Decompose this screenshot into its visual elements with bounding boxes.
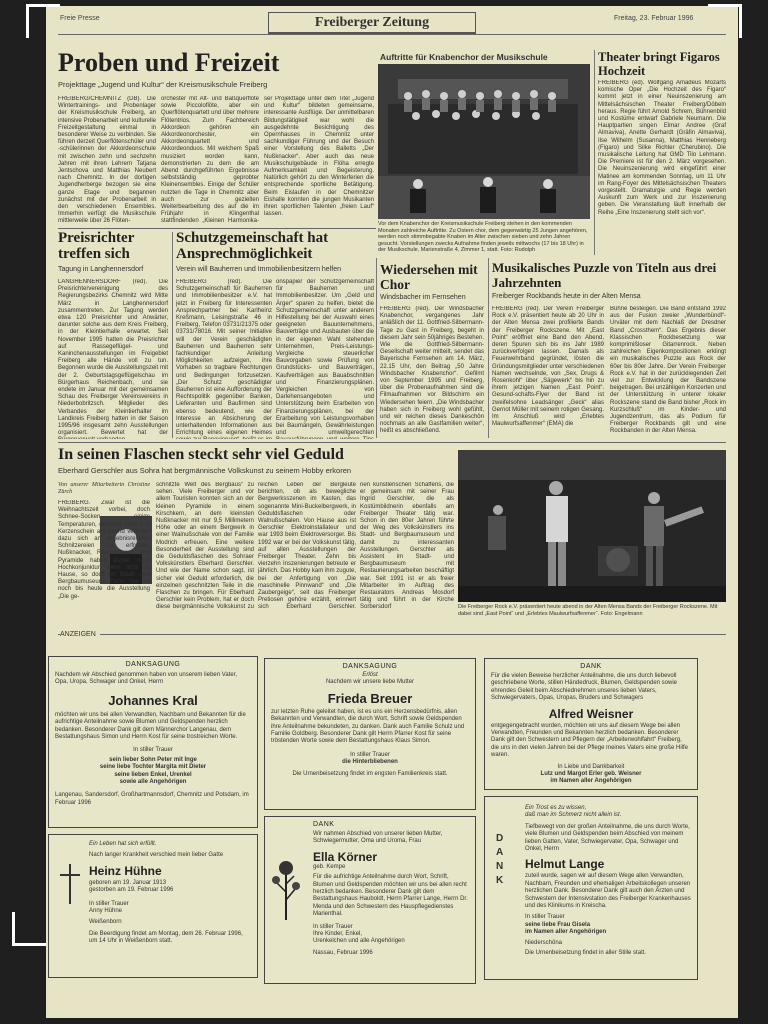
header-left: Freie Presse bbox=[60, 15, 100, 22]
cross-icon-bar bbox=[60, 874, 80, 876]
ad-huehne bbox=[48, 834, 258, 978]
ad-kral-trauer: In stiller Trauer bbox=[133, 747, 173, 754]
ad-kral-name: Johannes Kral bbox=[108, 692, 198, 708]
ad-huehne-note: Die Beerdigung findet am Montag, dem 26. Februar 1996, um 14 Uhr in Weißenborn statt. bbox=[89, 930, 243, 945]
ad-huehne-intro: Nach langer Krankheit verschied mein lieber Gatte bbox=[89, 852, 224, 859]
wiedersehen-text: FREIBERG (red). Der Windsbacher Knabenchor, vergangenes Jahr anläßlich der 11. Gottfried-Silbermann-Tage zu Gast in Freiberg, begeht in diesem Jahr sein 50jähriges Bestehen. Wie die Gottfried-Silbermann-Gesellschaft weiter mitteilt, sendet das Bayerische Fernsehen am 14. März, 22.15 Uhr, den Beitrag „50 Jahre Windsbacher Knabenchor“. Gefilmt von September 1995 und Freiberg, über die Probenaufnahmen sind die Filmaufnahmen vor Bildschirm ein Wiedersehen feiern. „Die Windsbacher haben sich in Freiberg wohl gefühlt, und wir reichen dieses Dankeschön nochmals an alle Gastfamilien weiter“, heißt es abschließend. bbox=[380, 306, 484, 435]
rule bbox=[58, 228, 376, 229]
header-rule bbox=[58, 34, 726, 35]
main-col-2: orchester mit Alt- und Baßquerflöte sowie Piccoloflöte, aber ein Querflötenquartett und über mehrere Flötentrios. Zum Fachbereich Akkordeon gehören ein Akkordeonorchester, ein Akkordeonquartett und Akkordeonduos. Mit welchem Spaß musiziert worden kann, demonstrierten zu dem die am Abend durchgeführten Ergebnisse selbstständig geprobter Kleinensembles. Einige der Schüler nutzten die Tage in Chemnitz aber auch zur gezielten Weiterbearbeitung des auf die im Frühjahr in Klingenthal stattfindenden „Kleinen Harmonika- bbox=[161, 96, 259, 225]
ad-koerner-intro: Wir nahmen Abschied von unserer lieben Mutter, Schwiegermutter, Oma und Uroma, Frau bbox=[313, 831, 443, 845]
ad-kral bbox=[48, 656, 258, 828]
main-col-1: FREIBERG/CHEMNITZ (DB). Die Wintertrainings- und Probenlager der Kreismusikschule Freiberg, an intensive Probenarbeit und kulturelle Freizeitgestaltung einmal in besonderer Weise zu verbinden. Sie führen derzeit Querflötenschüler und -schülerinnen der Akkordeonschule mit zwischen zehn und sechzehn Jahren mit ihren Lehrern Tatjana Jentschova und Matthias Neubert nach Chemnitz. In der dortigen Jugendherberge bezogen sie eine ganze Etage und begannen zunächst mit der Probenarbeit in den verschiedenen Ensembles. Immerhin verfügt die Musikschule mittlerweile über 26 Flöten- bbox=[58, 96, 156, 225]
flaschen-col-4: nen künstlerischen Schaffens, die er gemeinsam mit seiner Frau Ingrid Gerschler, die als Kostümbildnerin ebenfalls am Freiberger Theater tätig war. Schon in den 80er Jahren führte der Weg des Volkskünstlers ins Stadt- und Bergbaumuseum und damit zu interessanten Ausstellungen. Gerschler als Assistent im Stadt- und Bergbaumuseum mit Restaurierungsarbeiten beschäftigt war. Seit 1991 ist er als freier Mitarbeiter im Auftrag des Restaurators Andreas Mosdorf tätig und führt in der Kirche Sorbersdorf bbox=[360, 482, 454, 611]
ad-kral-text: möchten wir uns bei allen Verwandten, Nachbarn und Bekannten für die aufrichtige Anteilnahme sowie Blumen und Geldspenden herzlich bedanken. Besonderer Dank gilt dem Männerchor Langenau, dem Bestattungshaus Simon und Herrn Kost für seine trostreichen Worte. bbox=[55, 711, 246, 741]
ad-weisner-text: entgegengebracht wurden, möchten wir uns auf diesem Wege bei allen Verwandten, Freunden und Bekannten herzlich bedanken. Besonderer Dank gilt den Schwestern und Pflegern der „Arbeiterwohlfahrt“ Freiberg, die uns in den vielen Jahren bei der Pflege meines Vaters eine große Hilfe waren. bbox=[491, 722, 689, 759]
wiedersehen-subhead: Windsbacher im Fernsehen bbox=[380, 294, 466, 301]
ad-breuer-intro: Nachdem wir unsere liebe Mutter bbox=[325, 679, 415, 686]
ad-lange-trauer: In stiller Trauer bbox=[525, 914, 565, 921]
rule bbox=[376, 258, 377, 438]
rockband-photo bbox=[458, 450, 726, 602]
flaschen-headline: In seinen Flaschen steckt sehr viel Geduld bbox=[58, 446, 344, 463]
ad-weisner-family: Lutz und Margot Erler geb. Weisner im Namen aller Angehörigen bbox=[540, 771, 642, 785]
flower-icon bbox=[270, 856, 302, 922]
schutz-col-1: FREIBERG (red). Die Schutzgemeinschaft für Bauherren und Immobilienbesitzer e.V. hat jetzt in Freiberg für Interessenten Ansprechpartner bei Karlheinz Kreßmann, Leisingstraße 46 in Freiberg, Telefon 03731/21375 oder 03731/78016. Mit seiner Initiative will der Verein geschädigten Bauherren und Bauherren sehr fachkundiger Anleitung Möglichkeiten aufzeigen, ihre Vorhaben so tragbare Rechtungen und Bedingungen fortzusetzen. „Der Schutz geschädigter Bauherren ist eine Aufforderung der Rechtspolitik gegenüber Banken, Lieferanten und Baufirmen sind ebenso bedeutend, wie der Interesse an Absicherung der unterhaltenden Informationen aus Errichtung eines eigenen Heimes bbox=[176, 279, 272, 437]
ad-huehne-dates: geboren am 19. Januar 1913 gestorben am 19. Februar 1996 bbox=[89, 879, 174, 894]
ad-lange bbox=[484, 796, 698, 980]
flaschen-col-2: schnitzte Welt des Bergbaus“ zu sehen. Viele Freiberger und vor allem Touristen konnten sich an der kleinen Pyramide in einem Kirschkern, an dem kleinsten Nußknacker mit nur 9,5 Millimetern Höhe oder an einem Bergwerk in einer Walnußschale von der Familie Modrich erfreuen. Eine weitere Besonderheit der Ausstellung sind die Geduldsflaschen des Sohraer Volkskünstlers Eberhard Gerschler. Und wie der Name schon sagt, ist sicher viel Geduld erforderlich, die einzelnen geschnitzten Teile in die Flaschen zu bringen. Für Eberhard Gerschler kein Problem, hat er doch diese bergmännische Volkskunst zu bbox=[156, 482, 254, 611]
ad-kral-intro: Nachdem wir Abschied genommen haben von unserem lieben Vater, Opa, Uropa, Schwager und Onkel, Herrn bbox=[55, 672, 237, 686]
ad-breuer bbox=[264, 658, 476, 810]
ad-kral-family: sein lieber Sohn Peter mit Inge seine liebe Tochter Margita mit Dieter seine lieben Enkel, Urenkel sowie alle Angehörigen bbox=[99, 756, 207, 786]
rule bbox=[172, 232, 173, 438]
puzzle-col-1: FREIBERG (red). Der Verein Freiberger Rock e.V. präsentiert heute ab 20 Uhr in der Alten Mensa zwei profilierte Bands der Freiberger Rockszene. Mit „East Point“ eröffnet eine Band den Abend, deren Spuren sich bis ins Jahr 1989 zurückverfolgen lassen. Damals als Feuerwehrband gegründet, lösten die Gründungsmitglieder unter verschiedenen Namen wechselnde, von „Sex, Drugs & Rosenkohl“ über „Sägewerk“ bis hin zu ihrem jetzigen Namen „East Point“. Gesund-schafts-Flyer der Band ist zweifelsohne Leadsänger „Geck“ alias Gernot Müller mit seinem rotigen Gesang. Im Anschluß wird „Erlebtes Maulwurfsaffenmer“ (EMA) die bbox=[492, 306, 604, 428]
crop-corner-top-right bbox=[708, 4, 742, 38]
preisrichter-subhead: Tagung in Langhennersdorf bbox=[58, 266, 144, 273]
ad-lange-small: Ein Trost es zu wissen, daß man im Schmerz nicht allein ist. bbox=[525, 805, 622, 819]
ad-breuer-note: Die Urnenbeisetzung findet im engsten Familienkreis statt. bbox=[292, 770, 448, 777]
puzzle-subhead: Freiberger Rockbands heute in der Alten Mensa bbox=[492, 293, 641, 300]
flaschen-byline: Von unserer Mitarbeiterin Christine Zürch bbox=[58, 482, 150, 496]
ad-lange-text: zuteil wurde, sagen wir auf diesem Wege allen Verwandten, Nachbarn, Freunden und ehemaligen Arbeitskollegen unseren herzlichen Dank. Besonderer Dank gilt auch den Ärzten und Schwestern der Intensivstation des Freiberger Krankenhauses und des Klinikums in Kreischa. bbox=[525, 873, 691, 910]
ad-koerner-family: Ihre Kinder, Enkel, Urenkelchen und alle Angehörigen bbox=[313, 931, 405, 945]
ad-lange-intro: Tiefbewegt von der großen Anteilnahme, die uns durch Worte, viele Blumen und Geldspenden beim Abschied von meinem lieben Gatten, Vater, Schwiegervater, Opa, Schwager und Onkel, Herrn bbox=[525, 823, 690, 853]
ad-breuer-trauer: In stiller Trauer bbox=[350, 751, 390, 758]
ad-koerner-name: Ella Körner bbox=[313, 849, 378, 864]
ad-lange-note: Die Urnenbeisetzung findet in aller Stille statt. bbox=[525, 950, 647, 957]
ad-kral-label: DANKSAGUNG bbox=[125, 661, 181, 668]
main-col-3: ser Projekttage unter dem Titel „Jugend und Kultur“ bildeten gemeinsame, interessante Ausflüge. Der unmittelbaren Bildungstätigkeit war wohl die ausgedehnte Besichtigung des Opernhauses in Chemnitz unter sachkundiger Führung und der Besuch einer Vorstellung des Balletts „Der Nußknacker“. Aber auch das neue Musikschulgebäude in Flöha erregte Aufmerksamkeit und Begeisterung. Natürlich gehört zu den Winterferien die entsprechende sportliche Betätigung. Beim Eislaufen in der Chemnitzer Eishalle konnten die jungen Musikanten ihren sportlichen Talenten „freien Lauf“ lassen. bbox=[264, 96, 374, 218]
main-subhead: Projekttage „Jugend und Kultur“ der Kreismusikschule Freiberg bbox=[58, 80, 268, 89]
flaschen-col-1: FREIBERG. Zwar ist die Weihnachtszeit vorbei, doch Schnee-Socken, einige Temperaturen, geheizte Öfen und Kerzenschein am Abend verleiten dazu sich an ergebnisreichen Schnitzereien zu erfreuen. Nußknacker, Räuchermann und Pyramide haben immer noch Hochkonjunktur, wenn nicht zu Hause, so doch im Stadt- und Bergbaumuseum. Denn hier ist noch bis heute die Ausstellung „Die ge- bbox=[58, 500, 150, 600]
rule bbox=[58, 634, 726, 635]
ad-lange-vertical: D A N K bbox=[496, 833, 504, 886]
ad-huehne-trauer: In stiller Trauer bbox=[89, 900, 129, 907]
ad-koerner-text: Für die aufrichtige Anteilnahme durch Wort, Schrift, Blumen und Geldspenden möchten wir uns bei allen recht herzlich bedanken. Besonderer Dank gilt dem Bestattungshaus Hauboldt, Herrn Pfarrer Lange, Herrn Dr. Menda und den Schwestern des Hauspflegedienstes Marienthal. bbox=[313, 874, 468, 918]
schutz-col-2: onspapier der Schutzgemeinschaft für Bauherren und Immobilienbesitzer. Um „Geld und Ärger“ sparen zu helfen, bietet die Schutzgemeinschaft unter anderem Hilfestellung bei der Auswahl eines geeigneten Bauunternehmens, Bauverträge und Ausbauten über die in der eigenen Wahl stehenden Unternehmen, Preis-Leistungs-Vergleiche steuerlicher Bauvorgaben sowie Prüfung von Grundstücks- und Bauverträgen, Kaufverträgen aus Bauabschnitten und Finanzierungsplänen. Vergleichen von Darlehensangeboten und Unterstützung beim Erarbeiten von Finanzierungsplänen, bei der Erarbeitung von Leistungsvorhaben bei Baumängeln, Gewährleistungen und umweltgerechten bbox=[276, 279, 374, 437]
ad-breuer-name: Frieda Breuer bbox=[327, 690, 413, 706]
flaschen-col-3: reichen Leben der Bergleute berichten, ob als bewegliche Bergwerksszenen im Kasten, das sogenannte Mini-Buckelbergwerk, in Geduldsflaschen oder Walnußschalen. Von Hause aus ist Gerschler Elektroinstallateur und war 1993 beim Elektroversorger. Bis 1992 war er bei der Volkskunst tätig, auf allen Ausstellungen der Freiberger Theater. Zehn bis vierzehn Inszenierungen betreute er jährlich. Das Hobby kam ihm zugute, bei der Anfertigung von „Die maschinelle Pinnwand“ und „Die Zaubergeige“, seit das Freiberger Pretiosen gehöre erzählt, erinnert sich Eberhard Gerschler. bbox=[258, 482, 356, 611]
ad-koerner-label: DANK bbox=[313, 821, 335, 828]
ad-lange-place: Niederschöna bbox=[525, 939, 563, 946]
puzzle-headline: Musikalisches Puzzle von Titeln aus drei Jahrzehnten bbox=[492, 260, 717, 290]
ad-weisner-name: Alfred Weisner bbox=[548, 706, 634, 721]
ad-koerner-geb: geb. Kempe bbox=[313, 863, 346, 870]
ad-huehne-family: Anny Hühne bbox=[89, 908, 123, 915]
ad-breuer-text: zur letzten Ruhe geleitet haben, ist es uns ein Herzensbedürfnis, allen Bekannten und Verwandten, die durch Wort, Schrift sowie Geldspenden ihre Anteilnahme bekundeten, zu danken. Dank auch Familie Schulz und Familie Goldberg. Besonderer Dank gilt Herrn Pfarrer Kost für seine tröstenden Worte sowie dem Bestattungshaus Klaus Simon. bbox=[271, 708, 465, 745]
ad-huehne-place: Weißenborn bbox=[89, 919, 122, 926]
ad-weisner-intro: Für die vielen Beweise herzlicher Anteilnahme, die uns durch liebevoll geschriebene Worte, stillen Händedruck, Blumen, Geldspenden sowie ehrendes Geleit beim Abschiednehmen unseres lieben Vaters, Schwiegervaters, Opas, Uropas, Bruders und Schwagers bbox=[491, 673, 677, 702]
ad-weisner-label: DANK bbox=[580, 663, 602, 670]
rule bbox=[58, 442, 726, 443]
ad-breuer-label: DANKSAGUNG bbox=[342, 663, 398, 670]
rule bbox=[594, 50, 595, 255]
main-headline: Proben und Freizeit bbox=[58, 48, 280, 77]
photo-band-caption: Die Freiberger Rock e.V. präsentiert heute abend in der Alten Mensa Bands der Freiberger Rockszene. Mit dabei sind „East Point“ und „Erlebtes Maulwurfsaffenmer“. Foto: Engelmann bbox=[458, 604, 718, 617]
schutz-subhead: Verein will Bauherren und Immobilienbesitzern helfen bbox=[176, 266, 341, 273]
cross-icon bbox=[69, 864, 71, 904]
ad-breuer-small: Erlöst bbox=[362, 672, 378, 678]
theater-headline: Theater bringt Figaros Hochzeit bbox=[598, 50, 720, 78]
flaschen-subhead: Eberhard Gerschler aus Sohra hat bergmännische Volkskunst zu seinem Hobby erkoren bbox=[58, 466, 352, 475]
ad-koerner-trauer: In stiller Trauer bbox=[313, 923, 353, 930]
ad-huehne-name: Heinz Hühne bbox=[89, 863, 162, 878]
photo-top-title: Auftritte für Knabenchor der Musikschule bbox=[380, 52, 548, 62]
masthead: Freiberger Zeitung bbox=[268, 12, 476, 34]
wiedersehen-headline: Wiedersehen mit Chor bbox=[380, 262, 478, 292]
ad-weisner bbox=[484, 658, 698, 790]
header-date: Freitag, 23. Februar 1996 bbox=[614, 15, 694, 22]
ad-lange-name: Helmut Lange bbox=[525, 857, 605, 872]
ad-lange-family: seine liebe Frau Gisela im Namen aller Angehörigen bbox=[525, 921, 607, 936]
rule bbox=[488, 258, 489, 438]
crop-corner-bottom-left bbox=[12, 912, 46, 946]
anzeigen-label: ANZEIGEN bbox=[60, 631, 100, 638]
ad-kral-place: Langenau, Sandersdorf, Großhartmannsdorf, Chemnitz und Potsdam, im Februar 1996 bbox=[55, 792, 249, 806]
schutz-headline: Schutzgemeinschaft hat Ansprechmöglichkeit bbox=[176, 230, 329, 262]
ad-huehne-small: Ein Leben hat sich erfüllt. bbox=[89, 841, 157, 847]
ad-koerner-place: Nassau, Februar 1996 bbox=[313, 949, 373, 956]
theater-text: FREIBERG (ed). Wolfgang Amadeus Mozarts komische Oper „Die Hochzeit des Figaro“ kommt jetzt in einer Neuinszenierung am Mittelsächsischen Theater Freiberg/Döbeln heraus. Regie führt Arnold Schrem, Bühnenbild und Kostüme entwarf Gabriele Neumann. Die Hauptpartien singen Elmar Andree (Graf Almaviva), Anette Gerhardt (Gräfin Almaviva), Ilse Wilhelm (Susanna), Matthias Henneberg (Figaro) und Silke Richter (Cherubino). Die musikalische Leitung hat GMD Tilo Lehmann. Die Premiere ist für den 2. März vorgesehen. Die Neuinszenierung wird eingeführt einer Matinee am kommenden Sonntag, um 11 Uhr im Rang-Foyer des Mittelsächsischen Theaters vorgestellt. Dramaturgie und Regie werden Auskunft zum Werk und zur Inszenierung geben. Die Veranstaltung läuft innerhalb der Reihe „Eine Inszenierung stellt sich vor“. bbox=[598, 80, 726, 216]
preisrichter-headline: Preisrichter treffen sich bbox=[58, 230, 135, 262]
knabenchor-photo bbox=[378, 64, 590, 219]
puzzle-col-2: Bühne besteigen. Die Band entstand 1992 aus der Fusion zweier „Wunderbündl“-Urväter mit dem Nachlaß der Dresdner Band „Crossthem“. Das Ergebnis dieser Klassischen Rockbesetzung war komprimißloser Gitarrenrock. Neben zahlreichen Eigenkompositionen erklingt ein musikalisches Puzzle aus Rock der 60er bis 80er Jahre. Der Verein Freiberger Rock e.V. hat in der zurückliegenden Zeit viel zur Entwicklung der Bandszene beigetragen. Bei unzähligen Konzerten und der Unterstützung in unterer lokaler Rockszene stand die Band bisher „Rock im Kurzschluß“ im Kinder- und Jugendzentrum, das als Podium für Freiberger Rockbands gilt und eine Rockbanden in der Alten Mensa. bbox=[610, 306, 726, 435]
crop-corner-top-left bbox=[26, 4, 60, 38]
ad-breuer-family: die Hinterbliebenen bbox=[342, 759, 398, 766]
preisrichter-text: LANGHENNERSDORF (red). Die Preisrichtervereinigung des Regierungsbezirks Chemnitz wird Mitte März in Langhennersdorf zusammentreten. Zur Tagung werden etwa 120 Preisrichter und Anwärter, darunter solche aus dem Kreis Freiberg, in der Kleintierhalle erwartet. Seit November 1995 hatten die Preisrichter auf Rassegeflügel- und Kaninchenausstellungen im Freigebiet Freiberg alle Hände voll zu tun. Begonnen wurde die Ausstellungszeit mit der 2. Geburtstagsgeflügelschau im Bürgerhaus Reichenbach, und sie endete im Januar mit der gemeinsamen Schau des Freiberger Vereinsvereins in Niederbobritzsch. Mitglieder des Verbandes der Kleintierhalter im Landkreis Freiberg hatten in der Saison 1995/96 insgesamt zehn Ausstellungen organisiert. Bewertet hat der bbox=[58, 279, 168, 437]
ad-weisner-trauer: In Liebe und Dankbarkeit bbox=[557, 763, 625, 770]
photo-top-caption: Vor dem Knabenchor der Kreismusikschule Freiberg stehen in den kommenden Monaten zahlreiche Auftritte. Zu Ostern chor, dem gegenwärtig 25 Jungen angehören, werden noch stimmbegabte Knaben im Alter zwischen sieben und zehn Jahren gesucht. Vorstellungen zwecks Aufnahme finden jeweils mittwochs (17 bis 18 Uhr) in der Musikschule, Marienstraße 4, Zimmer 1, statt. Foto: Rudolph bbox=[378, 221, 588, 254]
